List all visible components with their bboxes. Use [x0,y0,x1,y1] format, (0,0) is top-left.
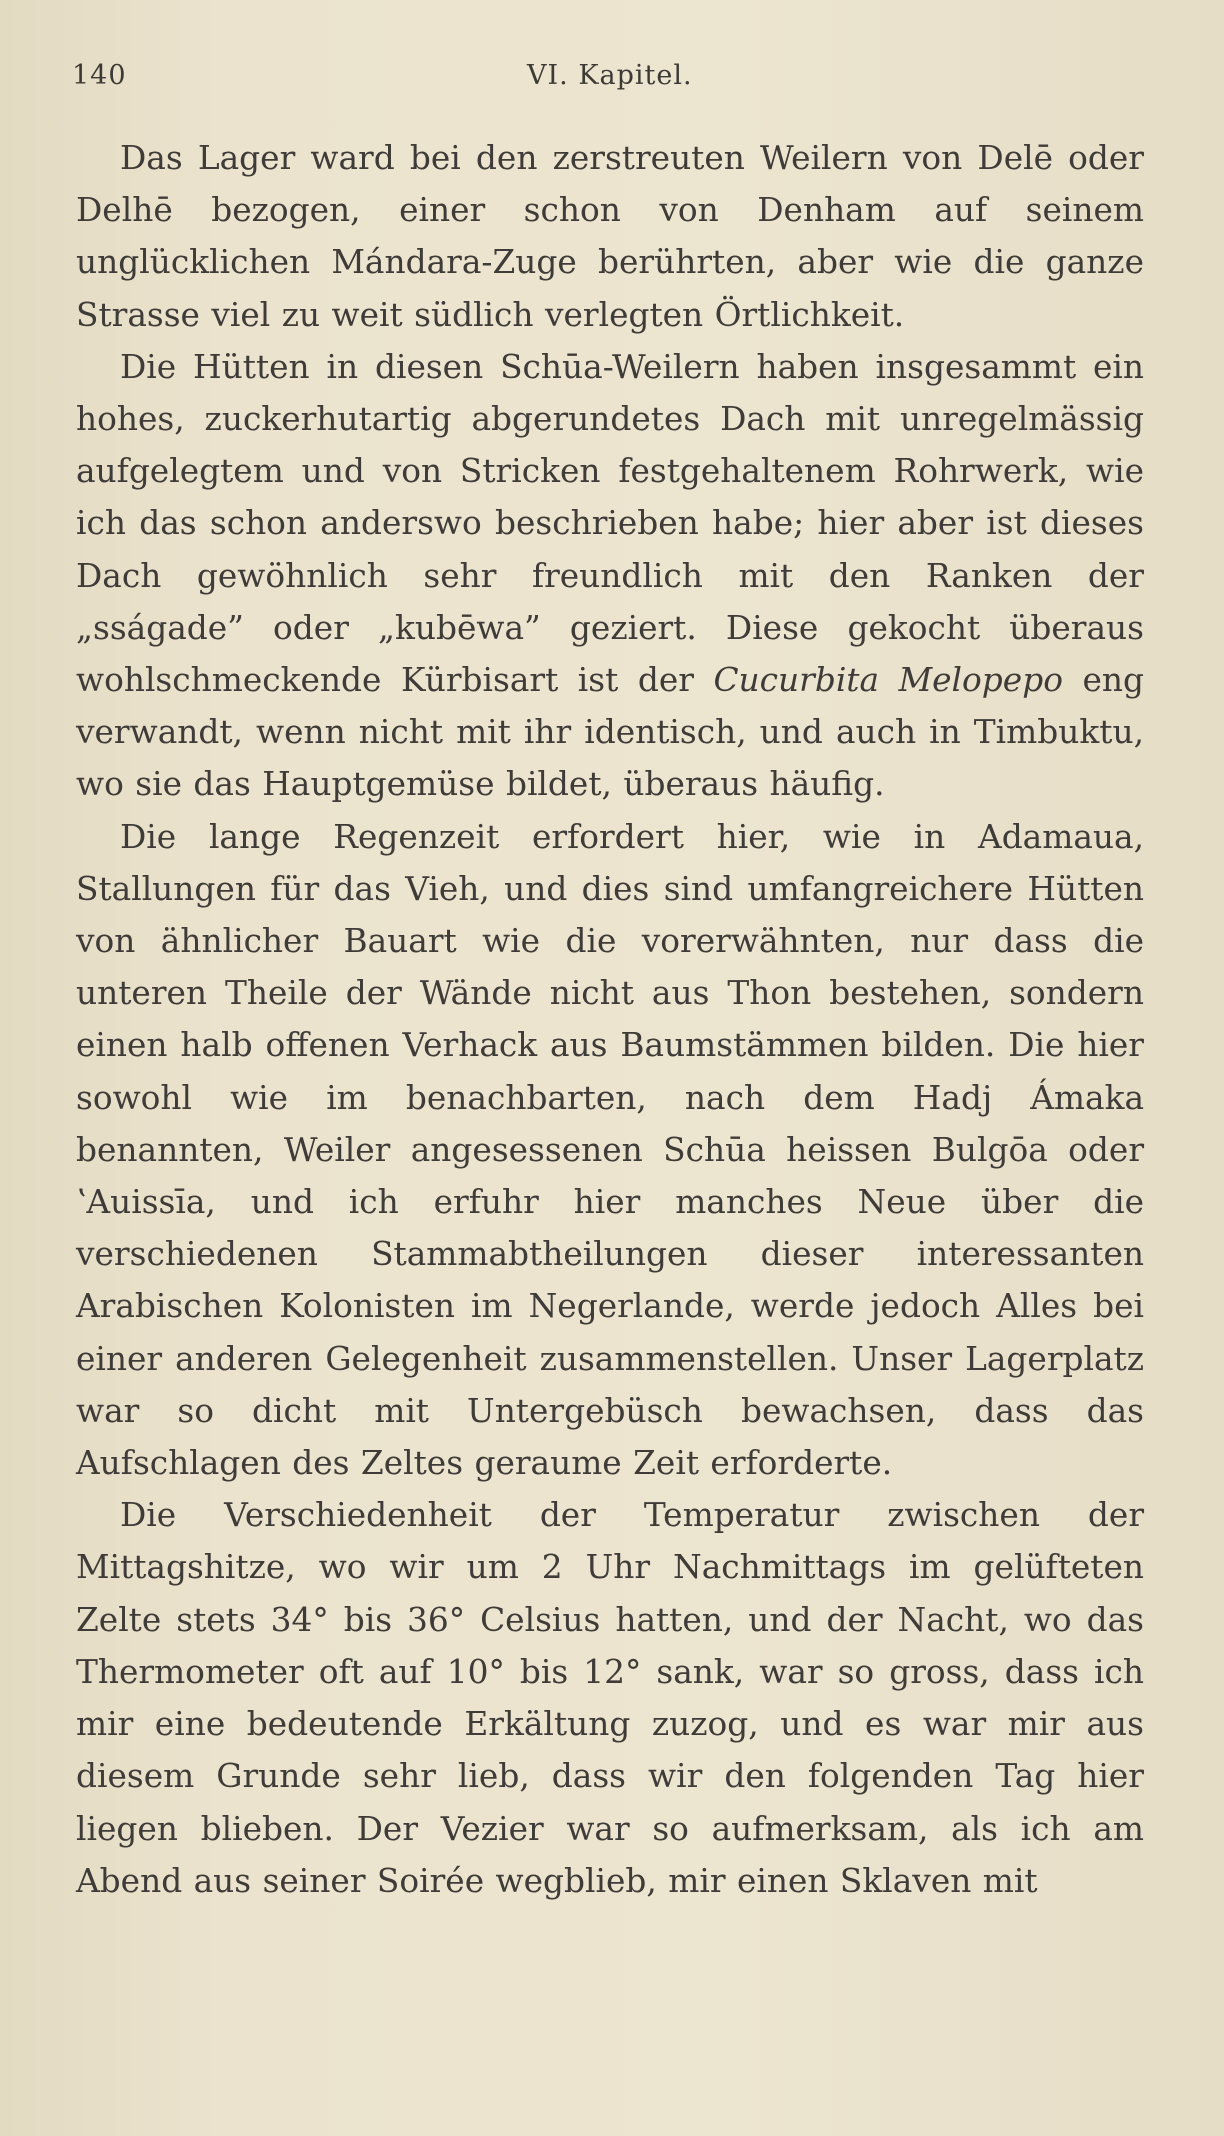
paragraph-huts-text-end: eng verwandt, wenn nicht mit ihr identisch, und auch in Timbuktu, wo sie das Hauptgemüse bildet, überaus häufig. [76,661,1144,804]
paragraph-stables: Die lange Regenzeit erfordert hier, wie in Adamaua, Stallungen für das Vieh, und dies sind umfangreichere Hütten von ähnlicher Bauart wie die vorerwähnten, nur dass die unteren Theile der Wände nicht aus Thon bestehen, sondern einen halb offenen Verhack aus Baumstämmen bilden. Die hier sowohl wie im benachbarten, nach dem Hadj Ámaka benannten, Weiler angesessenen Schūa heissen Bulgōa oder ʽAuissīa, und ich erfuhr hier manches Neue über die verschiedenen Stammabtheilungen dieser interessanten Arabischen Kolonisten im Negerlande, werde jedoch Alles bei einer anderen Gelegenheit zusammenstellen. Unser Lagerplatz war so dicht mit Untergebüsch bewachsen, dass das Aufschlagen des Zeltes geraume Zeit erforderte. [76,817,1144,1483]
paragraph-camp: Das Lager ward bei den zerstreuten Weilern von Delē oder Delhē bezogen, einer schon von Denham auf seinem unglücklichen Mándara-Zuge berührten, aber wie die ganze Strasse viel zu weit südlich verlegten Örtlichkeit. [76,139,1144,334]
paragraph-temperature: Die Verschiedenheit der Temperatur zwischen der Mittagshitze, wo wir um 2 Uhr Nachmittags im gelüfteten Zelte stets 34° bis 36° Celsius hatten, und der Nacht, wo das Thermometer oft auf 10° bis 12° sank, war so gross, dass ich mir eine bedeutende Erkältung zuzog, und es war mir aus diesem Grunde sehr lieb, dass wir den folgenden Tag hier liegen blieben. Der Vezier war so aufmerksam, als ich am Abend aus seiner Soirée wegblieb, mir einen Sklaven mit [76,1496,1144,1900]
running-head [72,58,1152,102]
body-text [76,132,1144,1907]
page-number: 140 [72,60,127,91]
chapter-title: VI. Kapitel. [527,60,693,91]
paragraph-huts [76,341,1144,811]
species-name: Cucurbita Melopepo [713,661,1063,700]
paragraph-huts-text-start: Die Hütten in diesen Schūa-Weilern haben insgesammt ein hohes, zuckerhutartig abgerundetes Dach mit unregelmässig aufgelegtem und von Stricken festgehaltenem Rohrwerk, wie ich das schon anderswo beschrieben habe; hier aber ist dieses Dach gewöhnlich sehr freundlich mit den Ranken der „sságade” oder „kubēwa” geziert. Diese gekocht überaus wohlschmeckende Kürbisart ist der [76,347,1144,700]
